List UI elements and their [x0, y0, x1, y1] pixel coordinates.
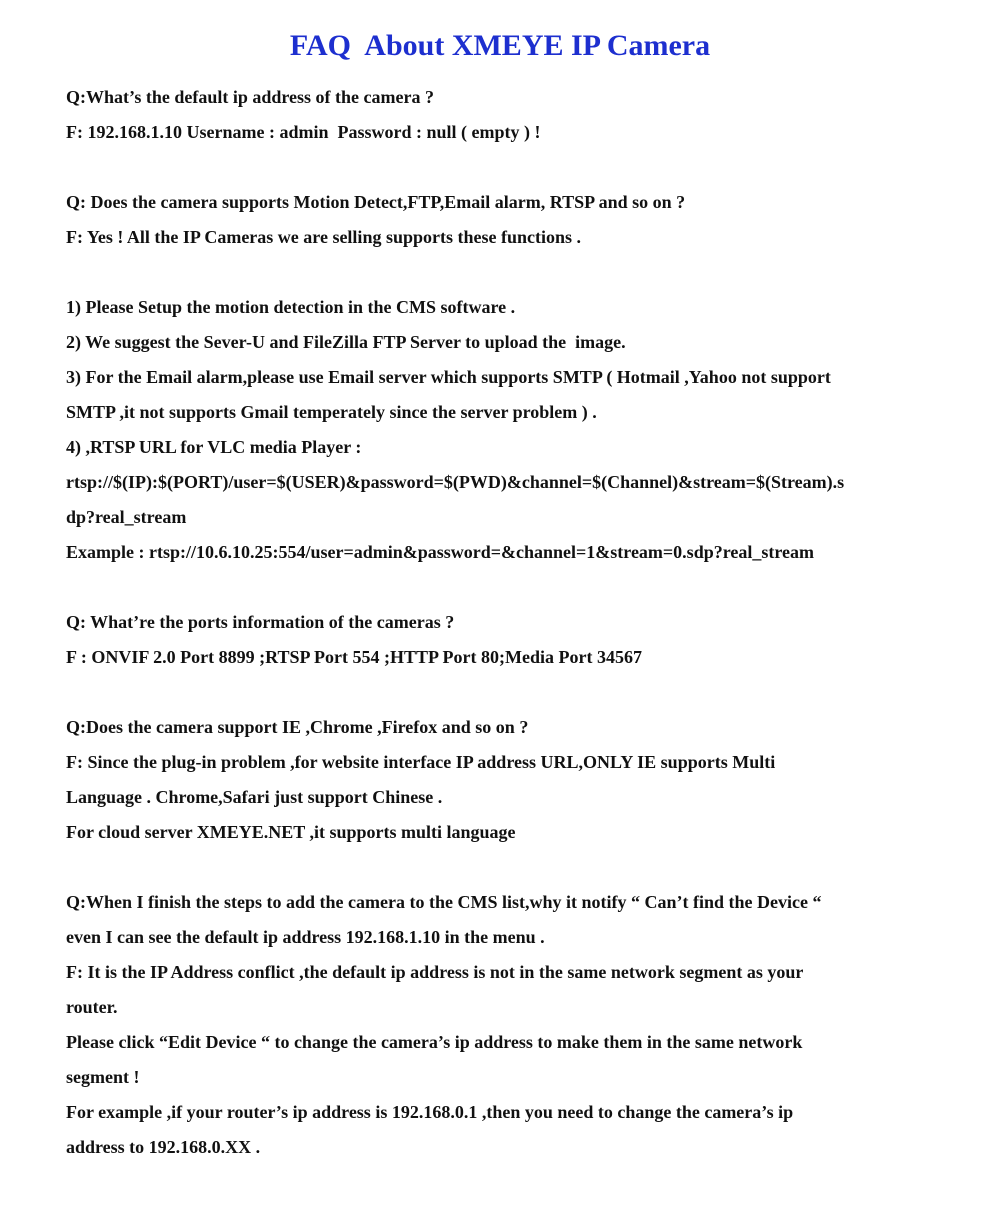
spacer	[66, 570, 946, 605]
faq-line-rtsp-url: rtsp://$(IP):$(PORT)/user=$(USER)&password=$(PWD)&channel=$(Channel)&stream=$(Stream).s	[66, 472, 845, 492]
spacer	[66, 255, 946, 290]
faq-line-question: Q:Does the camera support IE ,Chrome ,Firefox and so on ?	[66, 717, 529, 737]
faq-line-answer: router.	[66, 997, 118, 1017]
faq-line-answer: Please click “Edit Device “ to change the camera’s ip address to make them in the same network	[66, 1032, 803, 1052]
page-title: FAQ About XMEYE IP Camera	[289, 29, 711, 62]
faq-line-item: 2) We suggest the Sever-U and FileZilla FTP Server to upload the image.	[66, 332, 626, 352]
faq-line-answer: For cloud server XMEYE.NET ,it supports multi language	[66, 822, 516, 842]
faq-line-rtsp-url: dp?real_stream	[66, 507, 187, 527]
faq-line-answer: F: Yes ! All the IP Cameras we are selling supports these functions .	[66, 227, 581, 247]
faq-line-item: 4) ,RTSP URL for VLC media Player :	[66, 437, 362, 457]
faq-line-answer: F : ONVIF 2.0 Port 8899 ;RTSP Port 554 ;HTTP Port 80;Media Port 34567	[66, 647, 642, 667]
spacer	[66, 675, 946, 710]
faq-line-answer: Language . Chrome,Safari just support Chinese .	[66, 787, 443, 807]
faq-line-answer: F: Since the plug-in problem ,for website interface IP address URL,ONLY IE supports Multi	[66, 752, 776, 772]
spacer	[66, 850, 946, 885]
faq-line-item: 1) Please Setup the motion detection in the CMS software .	[66, 297, 516, 317]
spacer	[66, 150, 946, 185]
faq-line-answer: F: 192.168.1.10 Username : admin Password : null ( empty ) !	[66, 122, 541, 142]
faq-line-question: Q:What’s the default ip address of the camera ?	[66, 87, 434, 107]
faq-line-answer: F: It is the IP Address conflict ,the default ip address is not in the same network segment as your	[66, 962, 804, 982]
faq-line-example: Example : rtsp://10.6.10.25:554/user=admin&password=&channel=1&stream=0.sdp?real_stream	[66, 542, 815, 562]
faq-line-question: Q:When I finish the steps to add the camera to the CMS list,why it notify “ Can’t find the Device “	[66, 892, 822, 912]
faq-line-question: even I can see the default ip address 192.168.1.10 in the menu .	[66, 927, 545, 947]
faq-line-question: Q: Does the camera supports Motion Detect,FTP,Email alarm, RTSP and so on ?	[66, 192, 686, 212]
faq-content	[66, 80, 946, 1165]
faq-line-answer: For example ,if your router’s ip address is 192.168.0.1 ,then you need to change the camera’s ip	[66, 1102, 794, 1122]
faq-line-answer: address to 192.168.0.XX .	[66, 1137, 261, 1157]
faq-line-item: SMTP ,it not supports Gmail temperately since the server problem ) .	[66, 402, 597, 422]
faq-line-item: 3) For the Email alarm,please use Email server which supports SMTP ( Hotmail ,Yahoo not support	[66, 367, 831, 387]
faq-line-answer: segment !	[66, 1067, 140, 1087]
faq-line-question: Q: What’re the ports information of the cameras ?	[66, 612, 455, 632]
